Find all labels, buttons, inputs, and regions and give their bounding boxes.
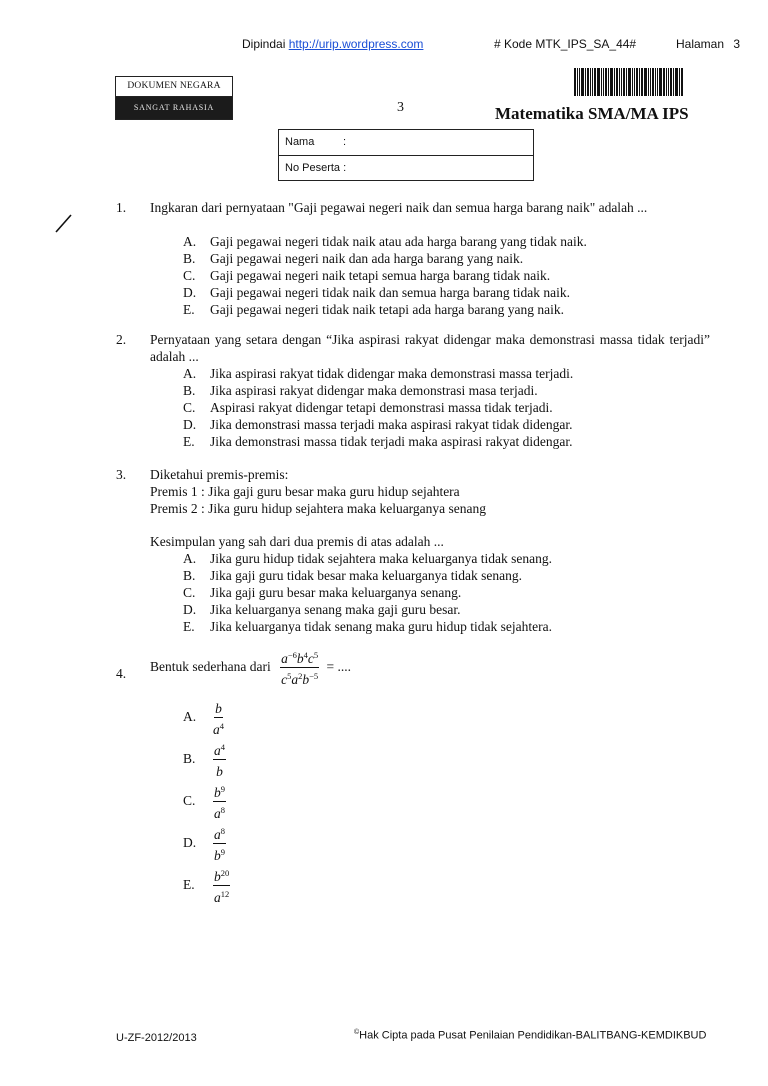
option-e[interactable] xyxy=(183,434,573,451)
top-bar xyxy=(0,37,768,53)
option-fraction: $\frac{b^{20}}{a^{12}}$ xyxy=(214,868,230,905)
pen-mark-icon xyxy=(54,212,74,234)
name-label: Nama xyxy=(285,136,315,148)
scanned-page xyxy=(58,60,738,1070)
option-a[interactable] xyxy=(183,551,552,568)
option-a[interactable] xyxy=(183,698,224,737)
premise-1: Premis 1 : Jika gaji guru besar maka guru hidup sejahtera xyxy=(150,484,460,499)
question-stem: Ingkaran dari pernyataan "Gaji pegawai negeri naik dan semua harga barang naik" adalah ... xyxy=(150,200,648,215)
question-intro: Diketahui premis-premis: xyxy=(150,467,289,482)
option-letter: A. xyxy=(183,709,197,725)
option-d[interactable] xyxy=(183,824,226,863)
option-b[interactable] xyxy=(183,383,538,400)
option-text: Jika keluarganya tidak senang maka guru hidup tidak sejahtera. xyxy=(210,619,553,634)
name-row[interactable] xyxy=(279,130,533,155)
page-number: 3 xyxy=(733,37,741,51)
page-indicator xyxy=(676,37,740,51)
option-fraction: $\frac{a^8}{b^9}$ xyxy=(214,826,225,863)
option-e[interactable] xyxy=(183,302,564,319)
option-letter: C. xyxy=(183,268,196,283)
barcode-icon xyxy=(574,68,692,96)
question-number: 3. xyxy=(116,467,127,482)
option-text: Jika aspirasi rakyat didengar maka demonstrasi masa terjadi. xyxy=(210,383,538,398)
option-letter: C. xyxy=(183,793,196,809)
scan-credit xyxy=(242,37,423,51)
option-letter: A. xyxy=(183,551,197,566)
option-c[interactable] xyxy=(183,400,553,417)
option-letter: B. xyxy=(183,251,196,266)
option-text: Jika gaji guru tidak besar maka keluarganya tidak senang. xyxy=(210,568,523,583)
option-c[interactable] xyxy=(183,782,226,821)
option-text: Gaji pegawai negeri naik tetapi semua harga barang tidak naik. xyxy=(210,268,551,283)
doc-classification: SANGAT RAHASIA xyxy=(116,97,232,119)
option-letter: B. xyxy=(183,568,196,583)
option-text: Jika aspirasi rakyat tidak didengar maka demonstrasi massa terjadi. xyxy=(210,366,574,381)
option-d[interactable] xyxy=(183,285,570,302)
option-letter: C. xyxy=(183,400,196,415)
option-d[interactable] xyxy=(183,602,461,619)
participant-row[interactable] xyxy=(279,155,533,180)
option-text: Gaji pegawai negeri tidak naik atau ada harga barang yang tidak naik. xyxy=(210,234,587,249)
copyright-symbol: © xyxy=(354,1029,360,1036)
copyright-text: Hak Cipta pada Pusat Penilaian Pendidikan-BALITBANG-KEMDIKBUD xyxy=(359,1029,707,1042)
option-text: Jika gaji guru besar maka keluarganya senang. xyxy=(210,585,462,600)
option-e[interactable] xyxy=(183,866,230,905)
option-letter: D. xyxy=(183,417,197,432)
participant-label: No Peserta : xyxy=(285,162,347,174)
option-b[interactable] xyxy=(183,251,523,268)
question-number: 4. xyxy=(116,666,127,681)
option-text: Jika demonstrasi massa terjadi maka aspirasi rakyat tidak didengar. xyxy=(210,417,573,432)
option-b[interactable] xyxy=(183,740,226,779)
option-fraction: $\frac{b^9}{a^8}$ xyxy=(214,784,225,821)
footer-code: U-ZF-2012/2013 xyxy=(116,1032,197,1044)
option-fraction: $\frac{b}{a^4}$ xyxy=(213,698,224,737)
option-letter: E. xyxy=(183,302,195,317)
page-label: Halaman xyxy=(676,37,725,51)
premise-2: Premis 2 : Jika guru hidup sejahtera maka keluarganya senang xyxy=(150,501,487,516)
expression-numerator: $a^{-6}b^4c^5$ xyxy=(281,650,319,666)
option-text: Gaji pegawai negeri tidak naik tetapi ada harga barang yang naik. xyxy=(210,302,564,317)
option-text: Aspirasi rakyat didengar tetapi demonstrasi massa tidak terjadi. xyxy=(210,400,553,415)
stem-text: Bentuk sederhana dari xyxy=(150,659,271,675)
option-letter: D. xyxy=(183,835,197,851)
option-text: Gaji pegawai negeri tidak naik dan semua harga barang tidak naik. xyxy=(210,285,570,300)
doc-code: # Kode MTK_IPS_SA_44# xyxy=(494,37,637,51)
option-letter: E. xyxy=(183,619,195,634)
expression-fraction xyxy=(280,648,319,687)
option-fraction: $\frac{a^4}{b}$ xyxy=(214,742,225,779)
question-ask: Kesimpulan yang sah dari dua premis di atas adalah ... xyxy=(150,534,444,549)
option-letter: A. xyxy=(183,366,197,381)
option-c[interactable] xyxy=(183,585,461,602)
option-letter: B. xyxy=(183,751,196,767)
option-letter: C. xyxy=(183,585,196,600)
option-text: Gaji pegawai negeri naik dan ada harga barang yang naik. xyxy=(210,251,524,266)
option-text: Jika demonstrasi massa tidak terjadi maka aspirasi rakyat didengar. xyxy=(210,434,573,449)
option-text: Jika keluarganya senang maka gaji guru besar. xyxy=(210,602,461,617)
doc-status: DOKUMEN NEGARA xyxy=(116,77,232,97)
option-a[interactable] xyxy=(183,234,587,251)
question-4 xyxy=(116,648,716,908)
option-letter: D. xyxy=(183,285,197,300)
identity-box xyxy=(278,129,534,181)
option-letter: E. xyxy=(183,434,195,449)
question-stem xyxy=(150,648,351,687)
footer-copyright xyxy=(354,1029,706,1042)
subject-title: Matematika SMA/MA IPS xyxy=(495,104,689,123)
option-e[interactable] xyxy=(183,619,552,636)
option-letter: A. xyxy=(183,234,197,249)
option-letter: E. xyxy=(183,877,195,893)
expression-denominator: $c^5a^2b^{-5}$ xyxy=(281,671,319,687)
option-letter: D. xyxy=(183,602,197,617)
exam-page-number: 3 xyxy=(397,100,404,115)
document-classification-box xyxy=(115,76,233,120)
name-colon: : xyxy=(343,136,347,148)
option-text: Jika guru hidup tidak sejahtera maka keluarganya tidak senang. xyxy=(210,551,553,566)
scan-link[interactable]: http://urip.wordpress.com xyxy=(288,37,424,51)
option-letter: B. xyxy=(183,383,196,398)
stem-tail: = .... xyxy=(326,659,351,675)
question-number: 1. xyxy=(116,200,127,215)
option-b[interactable] xyxy=(183,568,522,585)
option-c[interactable] xyxy=(183,268,550,285)
question-stem: Pernyataan yang setara dengan “Jika aspirasi rakyat didengar maka demonstrasi massa tidak terjadi” adalah ... xyxy=(150,332,710,364)
scan-label: Dipindai xyxy=(242,37,286,51)
option-d[interactable] xyxy=(183,417,573,434)
option-a[interactable] xyxy=(183,366,573,383)
question-number: 2. xyxy=(116,332,127,347)
